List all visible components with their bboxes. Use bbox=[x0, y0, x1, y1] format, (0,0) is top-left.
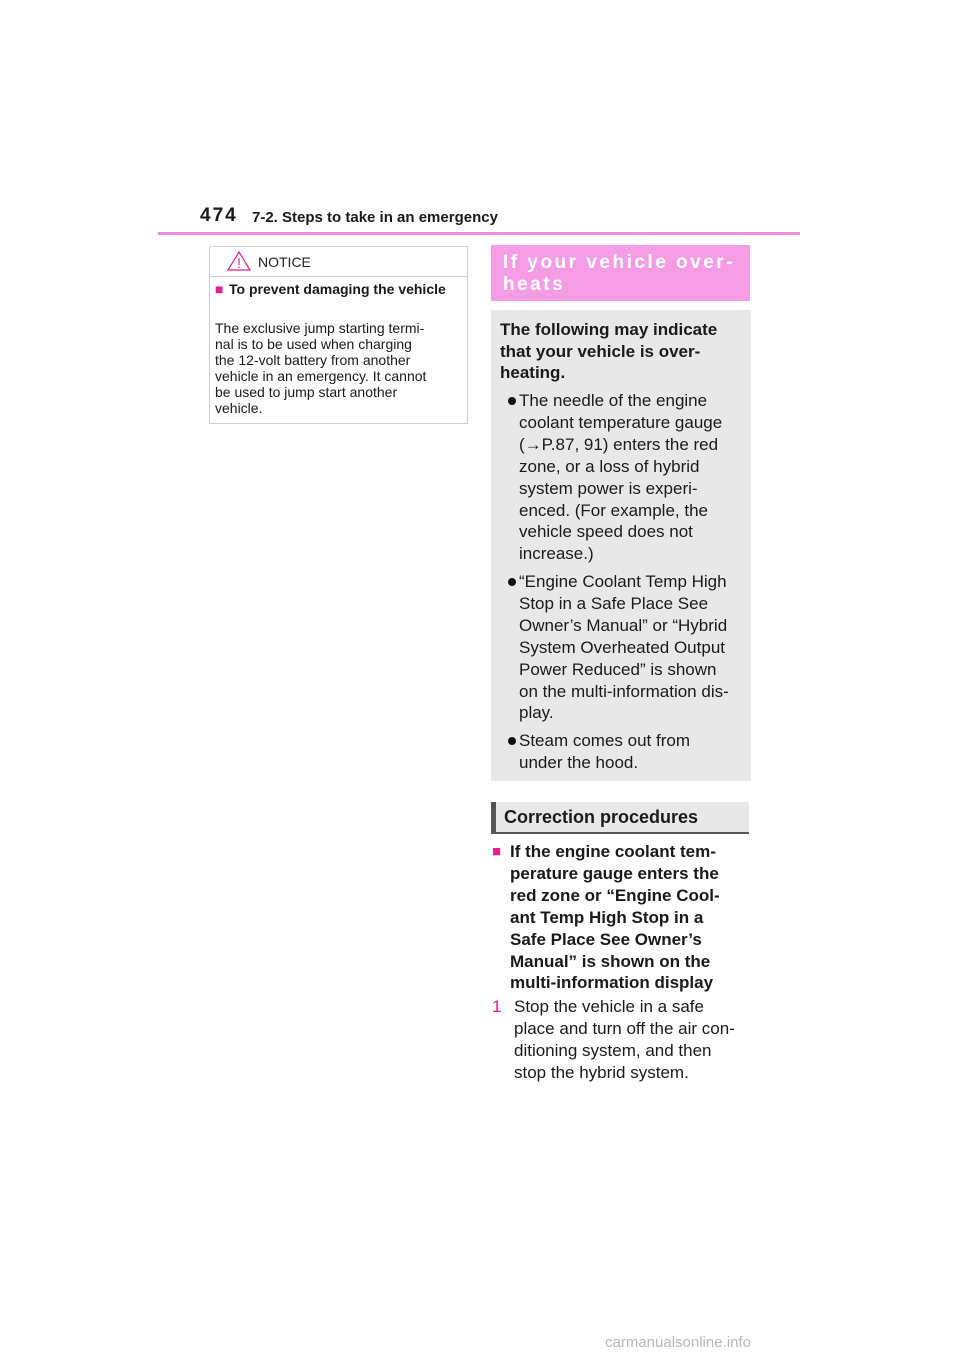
condition-heading bbox=[492, 841, 752, 994]
bullet-dot-icon bbox=[508, 737, 516, 745]
page-number: 474 bbox=[200, 205, 238, 226]
list-item bbox=[500, 390, 745, 565]
list-item-text: “Engine Coolant Temp High Stop in a Safe Place See Owner’s Manual” or “Hybrid System Overheated Output Power Reduced” is shown on the multi-information dis- play. bbox=[519, 572, 729, 723]
notice-header bbox=[210, 247, 467, 277]
list-item-text: Steam comes out from under the hood. bbox=[519, 731, 691, 772]
step-text: Stop the vehicle in a safe place and turn off the air con- ditioning system, and then stop the hybrid system. bbox=[514, 997, 735, 1082]
bullet-dot-icon bbox=[508, 578, 516, 586]
step-number: 1 bbox=[492, 997, 502, 1016]
section-title: 7-2. Steps to take in an emergency bbox=[252, 209, 498, 226]
notice-label: NOTICE bbox=[258, 254, 311, 270]
correction-heading: Correction procedures bbox=[491, 802, 749, 834]
notice-bullet: ■ bbox=[215, 281, 224, 297]
list-item bbox=[500, 730, 745, 774]
notice-subheading bbox=[215, 281, 460, 297]
overheat-heading: If your vehicle over- heats bbox=[491, 245, 750, 301]
notice-box bbox=[209, 246, 468, 424]
overheat-info-box bbox=[491, 310, 751, 781]
header-rule bbox=[158, 232, 800, 235]
list-item-text: The needle of the engine coolant temperature gauge (→P.87, 91) enters the red zone, or a loss of hybrid system power is experi- enced. (For example, the vehicle speed does not increase.) bbox=[519, 391, 723, 564]
overheat-intro: The following may indicate that your vehicle is over- heating. bbox=[500, 320, 718, 383]
condition-bullet: ■ bbox=[492, 843, 502, 860]
notice-body: The exclusive jump starting termi- nal is to be used when charging the 12-volt battery from another vehicle in an emergency. It cannot be used to jump start another vehicle. bbox=[215, 320, 427, 416]
condition-text: If the engine coolant tem- perature gauge enters the red zone or “Engine Cool- ant Temp High Stop in a Safe Place See Owner’s Manual” is shown on the multi-information display bbox=[510, 842, 720, 993]
warning-triangle-icon bbox=[226, 250, 252, 272]
watermark: carmanualsonline.info bbox=[605, 1334, 751, 1351]
step-item bbox=[492, 996, 752, 1084]
bullet-dot-icon bbox=[508, 397, 516, 405]
notice-subheading-text: To prevent damaging the vehicle bbox=[229, 281, 446, 297]
list-item bbox=[500, 571, 745, 724]
